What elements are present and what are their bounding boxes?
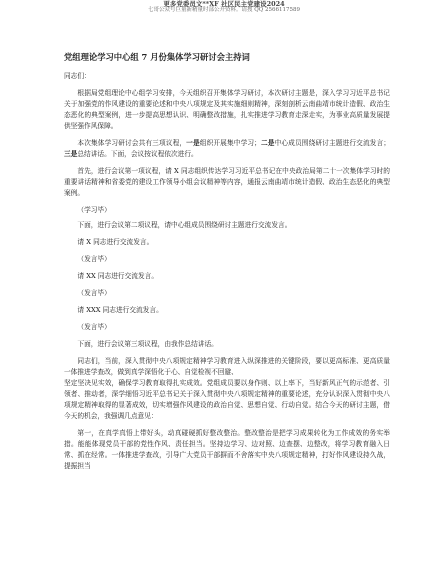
agenda-item-3: 总结讲话。下面，会议按议程依次进行。	[77, 150, 198, 158]
speech-end-note-1: （发言毕）	[77, 255, 111, 263]
speaker-3-line: 请 XXX 同志进行交流发言。	[77, 306, 163, 314]
speech-end-note-3: （发言毕）	[77, 323, 111, 331]
agenda-item-3-marker: 三是	[64, 150, 78, 158]
agenda-prefix: 本次集体学习研讨会共有三项议程，	[77, 139, 187, 147]
document-body	[64, 52, 390, 472]
study-end-note: （学习毕）	[77, 206, 111, 214]
speech-end-note-2: （发言毕）	[77, 289, 111, 297]
agenda-item-2-marker: 二是	[260, 139, 275, 147]
agenda-paragraph	[64, 138, 390, 160]
first-agenda-paragraph: 首先，进行会议第一项议程，请 X 同志组织传达学习习近平总书记在中央政治局第二十一次集体学习时的重要讲话精神和省委党的建设工作领导小组会议精神等内容，通报云南曲靖市统计造假、政治生态恶化的典型案例。	[64, 167, 390, 197]
closing-paragraph-2: 坚定坚决见实效，确保学习教育取得扎实成效。党组成员要以身作则、以上率下，当好新风正气的示范者、引领者、推动者，深学细悟习近平总书记关于深入贯彻中央八项规定精神的重要论述，充分认识深入贯彻中央八项规定精神取得的显著成效，切实增强作风建设的政治自觉、思想自觉、行动自觉。结合今天的研讨主题，借今天的机会，我强调几点意见：	[64, 379, 390, 420]
point-one-paragraph: 第一，在真学真悟上带好头，动真碰硬抓好整改整治。整改整治是把学习成果转化为工作成效的务实举措。能能体现党员干部的党性作风、责任担当。坚持边学习、边对照、边查摆、边整改，将学习教育融入日常、抓在经常。一体推进学查改，引导广大党员干部摒而不舍落实中央八项规定精神，打好作风建设持久战，提振担当	[64, 429, 390, 470]
greeting: 同志们：	[64, 72, 91, 80]
page-header-title: 更多党委员文**XF 社区民主党建设2024	[163, 0, 285, 8]
closing-paragraph-1: 同志们，当前，深入贯彻中央八项规定精神学习教育进入纵深推进的关键阶段，要以更高标准、更高质量一体推进学查改，做到真学深悟化于心、自觉检视不回避、	[64, 357, 390, 376]
page-header-subtitle: 七哥公众号巨量新精量时部公开资料。请搜 QQ 2566117589	[147, 7, 300, 13]
agenda-item-2: 中心成员围绕研讨主题进行交流发言；	[274, 139, 391, 147]
agenda-item-1: 组织开展集中学习；	[199, 139, 261, 147]
agenda-item-1-marker: 一是	[186, 139, 200, 147]
speaker-1-line: 请 X 同志进行交流发言。	[77, 238, 154, 246]
speaker-2-line: 请 XX 同志进行交流发言。	[77, 272, 159, 280]
third-agenda-paragraph: 下面，进行会议第三项议程，由我作总结讲话。	[77, 340, 218, 348]
second-agenda-paragraph: 下面，进行会议第二项议程，请中心组成员围绕研讨主题进行交流发言。	[77, 221, 292, 229]
intro-paragraph: 根据局党组理论中心组学习安排，今天组织召开集体学习研讨，本次研讨主题是，深入学习习近平总书记关于加强党的作风建设的重要论述和中央八项规定及其实施细则精神，深刻剖析云南曲靖市统计造假、政治生态恶化的典型案例，进一步提高思想认识、明确整改措施，扎实推进学习教育走深走实，为事业高质量发展提供坚强作风保障。	[64, 89, 390, 130]
document-title: 党组理论学习中心组 7 月份集体学习研讨会主持词	[64, 52, 250, 62]
